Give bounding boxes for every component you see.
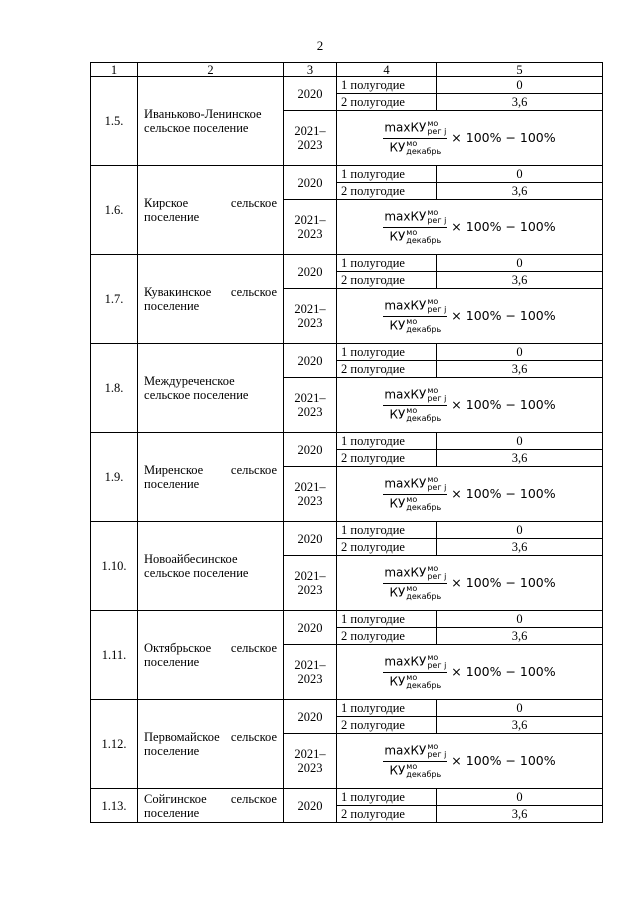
year-cell: 2020 — [284, 255, 337, 289]
half-year-label: 2 полугодие — [337, 806, 437, 823]
header-cell: 3 — [284, 63, 337, 77]
half-year-label: 2 полугодие — [337, 539, 437, 556]
half-year-label: 1 полугодие — [337, 166, 437, 183]
value-cell: 0 — [437, 522, 603, 539]
formula-numerator: maxКУ мо рег j — [383, 209, 447, 228]
year-range-cell: 2021– 2023 — [284, 467, 337, 522]
formula-cell — [337, 378, 603, 433]
value-cell: 3,6 — [437, 361, 603, 378]
table-row — [91, 789, 603, 806]
settlement-name: Кирское сельское поселение — [138, 166, 284, 255]
formula-numerator: maxКУ мо рег j — [383, 654, 447, 673]
formula-cell — [337, 289, 603, 344]
formula-cell — [337, 645, 603, 700]
table-row — [91, 344, 603, 361]
increase-formula — [337, 476, 602, 512]
formula-tail: × 100% − 100% — [451, 753, 556, 768]
table-row — [91, 77, 603, 94]
formula-fraction — [383, 654, 447, 690]
row-code: 1.10. — [91, 522, 138, 611]
half-year-label: 1 полугодие — [337, 255, 437, 272]
formula-fraction — [383, 298, 447, 334]
formula-numerator: maxКУ мо рег j — [383, 120, 447, 139]
formula-numerator: maxКУ мо рег j — [383, 387, 447, 406]
formula-tail: × 100% − 100% — [451, 219, 556, 234]
row-code: 1.8. — [91, 344, 138, 433]
settlement-name: Кувакинское сельское поселение — [138, 255, 284, 344]
row-code: 1.12. — [91, 700, 138, 789]
value-cell: 3,6 — [437, 539, 603, 556]
header-cell: 4 — [337, 63, 437, 77]
formula-denominator: КУ мо декабрь — [389, 317, 442, 334]
formula-denominator: КУ мо декабрь — [389, 406, 442, 423]
row-code: 1.9. — [91, 433, 138, 522]
half-year-label: 2 полугодие — [337, 272, 437, 289]
increase-formula — [337, 743, 602, 779]
half-year-label: 2 полугодие — [337, 183, 437, 200]
formula-tail: × 100% − 100% — [451, 130, 556, 145]
header-cell: 1 — [91, 63, 138, 77]
formula-denominator: КУ мо декабрь — [389, 762, 442, 779]
header-row — [91, 63, 603, 77]
formula-denominator: КУ мо декабрь — [389, 495, 442, 512]
value-cell: 0 — [437, 789, 603, 806]
year-cell: 2020 — [284, 611, 337, 645]
formula-tail: × 100% − 100% — [451, 575, 556, 590]
settlement-name: Новоайбесинское сельское поселение — [138, 522, 284, 611]
value-cell: 0 — [437, 77, 603, 94]
value-cell: 0 — [437, 433, 603, 450]
formula-denominator: КУ мо декабрь — [389, 228, 442, 245]
value-cell: 3,6 — [437, 272, 603, 289]
year-range-cell: 2021– 2023 — [284, 556, 337, 611]
half-year-label: 2 полугодие — [337, 717, 437, 734]
table-row — [91, 611, 603, 628]
formula-tail: × 100% − 100% — [451, 664, 556, 679]
formula-fraction — [383, 565, 447, 601]
row-code: 1.5. — [91, 77, 138, 166]
formula-denominator: КУ мо декабрь — [389, 673, 442, 690]
formula-cell — [337, 200, 603, 255]
value-cell: 0 — [437, 700, 603, 717]
formula-denominator: КУ мо декабрь — [389, 139, 442, 156]
settlement-name: Октябрьское сельское поселение — [138, 611, 284, 700]
formula-cell — [337, 556, 603, 611]
increase-formula — [337, 654, 602, 690]
row-code: 1.7. — [91, 255, 138, 344]
page-number: 2 — [316, 38, 324, 53]
half-year-label: 1 полугодие — [337, 789, 437, 806]
formula-cell — [337, 467, 603, 522]
year-cell: 2020 — [284, 433, 337, 467]
formula-fraction — [383, 476, 447, 512]
year-range-cell: 2021– 2023 — [284, 289, 337, 344]
year-cell: 2020 — [284, 77, 337, 111]
increase-formula — [337, 209, 602, 245]
row-code: 1.6. — [91, 166, 138, 255]
half-year-label: 1 полугодие — [337, 700, 437, 717]
half-year-label: 1 полугодие — [337, 433, 437, 450]
formula-numerator: maxКУ мо рег j — [383, 476, 447, 495]
value-cell: 3,6 — [437, 450, 603, 467]
settlement-name: Миренское сельское поселение — [138, 433, 284, 522]
year-range-cell: 2021– 2023 — [284, 645, 337, 700]
formula-fraction — [383, 387, 447, 423]
value-cell: 3,6 — [437, 183, 603, 200]
settlement-name: Междуреченское сельское поселение — [138, 344, 284, 433]
formula-cell — [337, 111, 603, 166]
table-row — [91, 700, 603, 717]
formula-denominator: КУ мо декабрь — [389, 584, 442, 601]
year-range-cell: 2021– 2023 — [284, 734, 337, 789]
half-year-label: 2 полугодие — [337, 450, 437, 467]
increase-formula — [337, 387, 602, 423]
table-row — [91, 433, 603, 450]
table-row — [91, 255, 603, 272]
value-cell: 3,6 — [437, 806, 603, 823]
half-year-label: 2 полугодие — [337, 94, 437, 111]
table-row — [91, 522, 603, 539]
year-cell: 2020 — [284, 700, 337, 734]
half-year-label: 1 полугодие — [337, 522, 437, 539]
settlement-name: Сойгинское сельское поселение — [138, 789, 284, 823]
header-cell: 2 — [138, 63, 284, 77]
increase-formula — [337, 565, 602, 601]
value-cell: 0 — [437, 344, 603, 361]
value-cell: 3,6 — [437, 628, 603, 645]
formula-tail: × 100% − 100% — [451, 308, 556, 323]
value-cell: 0 — [437, 611, 603, 628]
value-cell: 0 — [437, 166, 603, 183]
formula-numerator: maxКУ мо рег j — [383, 298, 447, 317]
table-row — [91, 166, 603, 183]
formula-fraction — [383, 743, 447, 779]
value-cell: 3,6 — [437, 94, 603, 111]
year-cell: 2020 — [284, 344, 337, 378]
increase-formula — [337, 120, 602, 156]
row-code: 1.11. — [91, 611, 138, 700]
year-cell: 2020 — [284, 522, 337, 556]
formula-fraction — [383, 209, 447, 245]
year-cell: 2020 — [284, 166, 337, 200]
formula-cell — [337, 734, 603, 789]
half-year-label: 2 полугодие — [337, 628, 437, 645]
formula-numerator: maxКУ мо рег j — [383, 565, 447, 584]
formula-tail: × 100% − 100% — [451, 486, 556, 501]
half-year-label: 1 полугодие — [337, 344, 437, 361]
formula-fraction — [383, 120, 447, 156]
year-range-cell: 2021– 2023 — [284, 200, 337, 255]
value-cell: 0 — [437, 255, 603, 272]
settlement-name: Первомайское сельское поселение — [138, 700, 284, 789]
header-cell: 5 — [437, 63, 603, 77]
value-cell: 3,6 — [437, 717, 603, 734]
settlement-name: Иваньково-Ленинское сельское поселение — [138, 77, 284, 166]
increase-formula — [337, 298, 602, 334]
formula-tail: × 100% − 100% — [451, 397, 556, 412]
tariff-table — [90, 62, 603, 823]
year-cell: 2020 — [284, 789, 337, 823]
year-range-cell: 2021– 2023 — [284, 378, 337, 433]
half-year-label: 1 полугодие — [337, 611, 437, 628]
formula-numerator: maxКУ мо рег j — [383, 743, 447, 762]
half-year-label: 2 полугодие — [337, 361, 437, 378]
year-range-cell: 2021– 2023 — [284, 111, 337, 166]
row-code: 1.13. — [91, 789, 138, 823]
half-year-label: 1 полугодие — [337, 77, 437, 94]
